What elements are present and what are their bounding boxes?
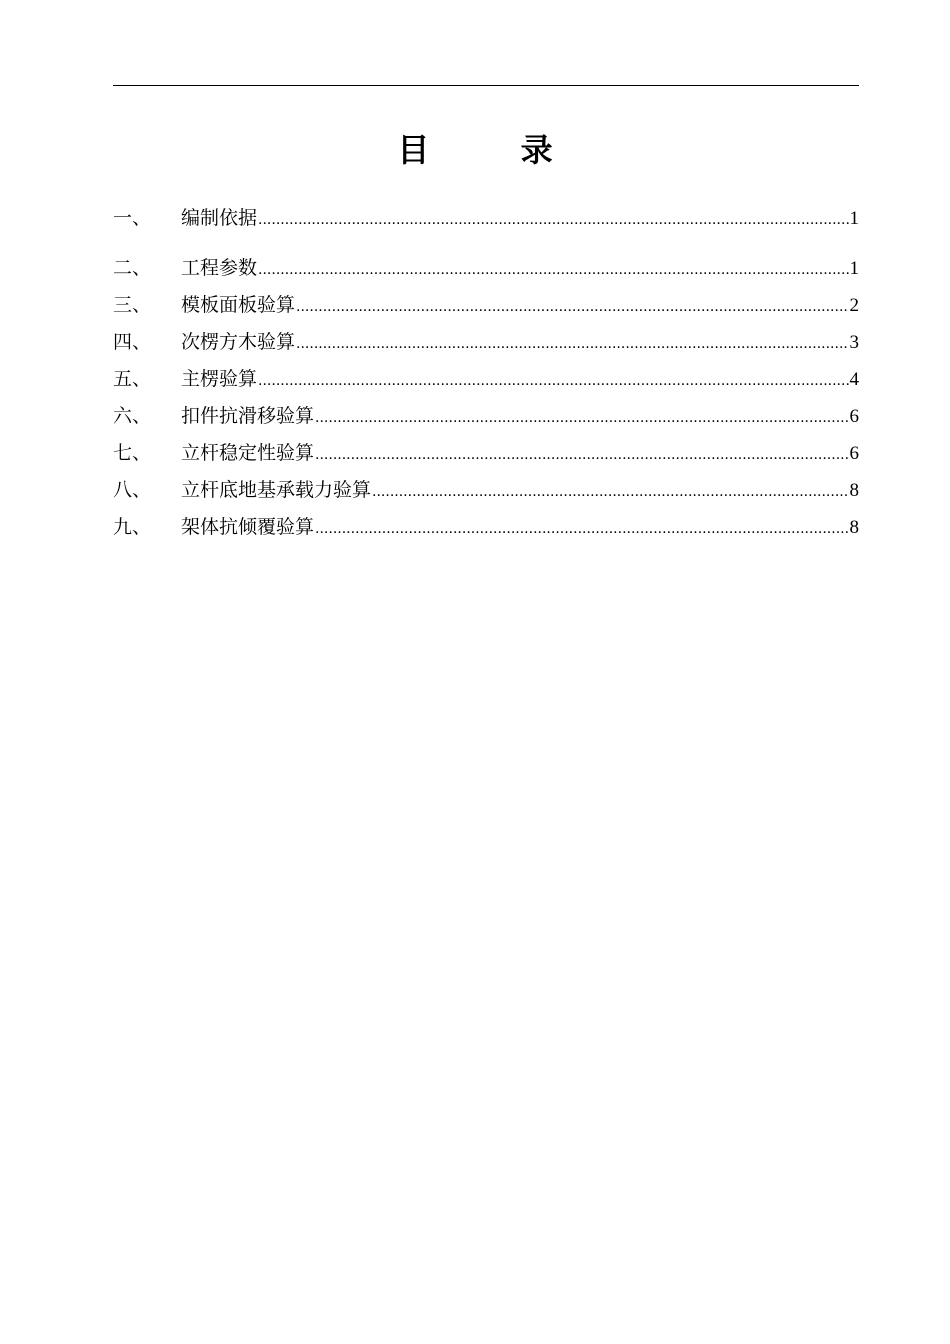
toc-entry-page: 6 xyxy=(849,443,859,464)
toc-entry-number: 一、 xyxy=(113,207,152,229)
toc-entry[interactable] xyxy=(113,477,859,503)
toc-entry-page: 8 xyxy=(849,480,859,501)
toc-leader xyxy=(258,207,848,233)
toc-entry[interactable] xyxy=(113,329,859,355)
toc-entry-page: 6 xyxy=(849,406,859,427)
toc-leader xyxy=(315,405,848,431)
toc-entry-text: 编制依据 xyxy=(181,207,258,229)
toc-entry[interactable] xyxy=(113,255,859,281)
toc-entry-text: 工程参数 xyxy=(181,257,258,279)
toc-entry-number: 二、 xyxy=(113,257,152,279)
toc-entry[interactable] xyxy=(113,403,859,429)
toc-leader xyxy=(258,257,848,283)
toc-entry-text: 立杆稳定性验算 xyxy=(181,442,315,464)
toc-entry-number: 四、 xyxy=(113,331,152,353)
toc-entry-number: 七、 xyxy=(113,442,152,464)
toc-entry-page: 8 xyxy=(849,517,859,538)
toc-title: 目 录 xyxy=(397,131,593,169)
toc-entry-page: 2 xyxy=(849,295,859,316)
toc-entry[interactable] xyxy=(113,514,859,540)
toc-entry-page: 1 xyxy=(849,208,859,229)
toc-entry-text: 次楞方木验算 xyxy=(181,331,296,353)
toc-entry-text: 模板面板验算 xyxy=(181,294,296,316)
toc-leader xyxy=(315,442,848,468)
toc-entry-text: 主楞验算 xyxy=(181,368,258,390)
toc-entry-text: 立杆底地基承载力验算 xyxy=(181,479,372,501)
toc-entry-text: 扣件抗滑移验算 xyxy=(181,405,315,427)
toc-entry-page: 1 xyxy=(849,258,859,279)
toc-entry-page: 3 xyxy=(849,332,859,353)
toc-entry[interactable] xyxy=(113,292,859,318)
toc-leader xyxy=(258,368,848,394)
toc-entry-page: 4 xyxy=(849,369,859,390)
toc-leader xyxy=(372,479,848,505)
toc-leader xyxy=(296,331,848,357)
toc-entry-number: 八、 xyxy=(113,479,152,501)
toc-entry[interactable] xyxy=(113,366,859,392)
toc-leader xyxy=(315,516,848,542)
toc-entry-number: 五、 xyxy=(113,368,152,390)
toc-entry-text: 架体抗倾覆验算 xyxy=(181,516,315,538)
toc-entry-number: 六、 xyxy=(113,405,152,427)
header-rule xyxy=(113,85,859,86)
toc-entry[interactable] xyxy=(113,440,859,466)
toc-entry-number: 九、 xyxy=(113,516,152,538)
toc-entry-number: 三、 xyxy=(113,294,152,316)
toc-leader xyxy=(296,294,848,320)
toc-entry[interactable] xyxy=(113,205,859,231)
